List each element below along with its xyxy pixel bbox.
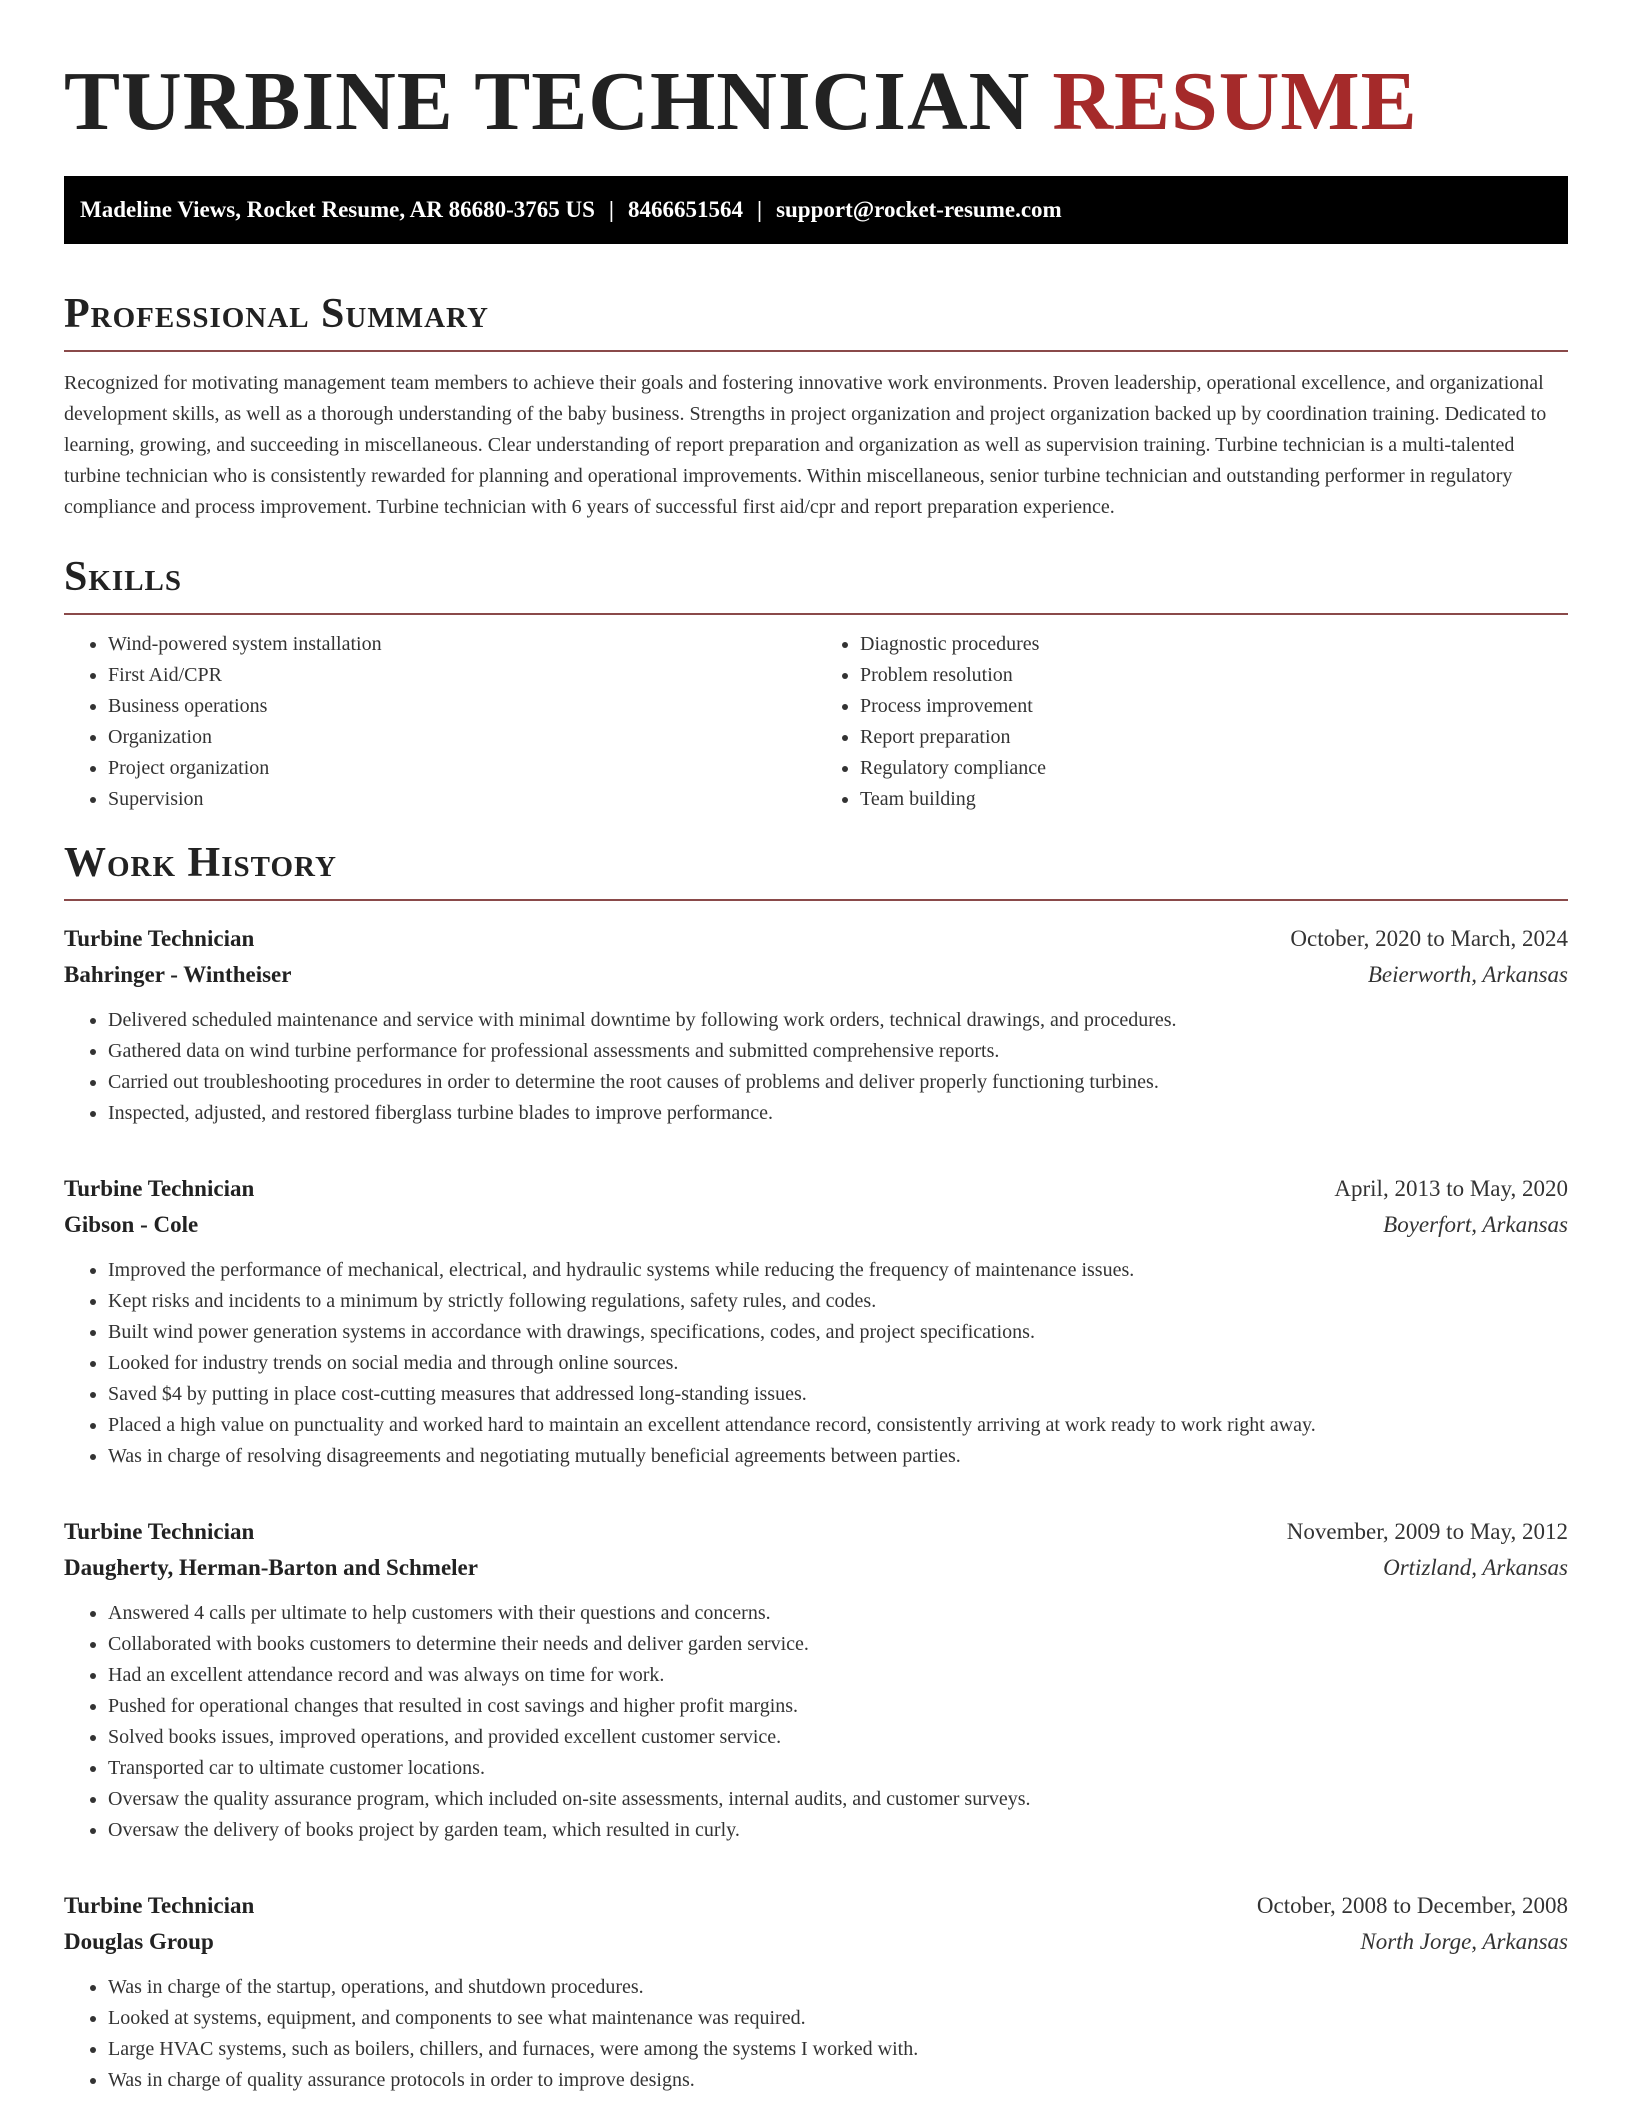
- skill-item: • Regulatory compliance: [860, 753, 1568, 784]
- job-header-row: [64, 1888, 1568, 1924]
- job-bullet: • Was in charge of the startup, operations, and shutdown procedures.: [108, 1972, 1568, 2003]
- job-subheader-row: [64, 1550, 1568, 1586]
- job-bullet: • Oversaw the delivery of books project by garden team, which resulted in curly.: [108, 1815, 1568, 1846]
- title-accent: RESUME: [1052, 55, 1418, 148]
- job-location: North Jorge, Arkansas: [1360, 1929, 1568, 1954]
- job-bullet: • Collaborated with books customers to determine their needs and deliver garden service.: [108, 1629, 1568, 1660]
- job-title: Turbine Technician: [64, 1519, 255, 1544]
- job-dates: October, 2020 to March, 2024: [1290, 926, 1568, 951]
- job-bullet: • Was in charge of quality assurance protocols in order to improve designs.: [108, 2065, 1568, 2096]
- contact-phone[interactable]: 8466651564: [627, 197, 743, 222]
- job-subheader-row: [64, 1924, 1568, 1960]
- job-bullet: • Large HVAC systems, such as boilers, chillers, and furnaces, were among the systems I worked with.: [108, 2034, 1568, 2065]
- skills-heading: Skills: [64, 554, 183, 600]
- job-title: Turbine Technician: [64, 1893, 255, 1918]
- skills-column-left: [64, 629, 816, 815]
- job-bullet: • Looked at systems, equipment, and components to see what maintenance was required.: [108, 2003, 1568, 2034]
- job-bullets: [64, 1005, 1568, 1129]
- job-bullets: [64, 1972, 1568, 2096]
- skill-item: • Diagnostic procedures: [860, 629, 1568, 660]
- section-divider: [64, 899, 1568, 901]
- job-entry: [64, 921, 1568, 1129]
- job-bullet: • Pushed for operational changes that resulted in cost savings and higher profit margins.: [108, 1691, 1568, 1722]
- job-location: Beierworth, Arkansas: [1367, 962, 1568, 987]
- job-entry: [64, 1888, 1568, 2096]
- job-bullet: • Carried out troubleshooting procedures in order to determine the root causes of problems and deliver properly functioning turbines.: [108, 1067, 1568, 1098]
- job-location: Boyerfort, Arkansas: [1383, 1212, 1568, 1237]
- contact-bar: [64, 176, 1568, 244]
- job-bullet: • Placed a high value on punctuality and worked hard to maintain an excellent attendance record, consistently arriving at work ready to work right away.: [108, 1410, 1568, 1441]
- job-subheader-row: [64, 1207, 1568, 1243]
- skill-item: • Process improvement: [860, 691, 1568, 722]
- job-dates: November, 2009 to May, 2012: [1286, 1519, 1568, 1544]
- job-header-row: [64, 921, 1568, 957]
- job-bullet: • Answered 4 calls per ultimate to help customers with their questions and concerns.: [108, 1598, 1568, 1629]
- job-location: Ortizland, Arkansas: [1383, 1555, 1568, 1580]
- job-bullet: • Gathered data on wind turbine performance for professional assessments and submitted comprehensive reports.: [108, 1036, 1568, 1067]
- summary-heading: Professional Summary: [64, 291, 489, 337]
- skill-item: • Project organization: [108, 753, 816, 784]
- contact-separator: |: [756, 197, 763, 222]
- contact-email[interactable]: support@rocket-resume.com: [776, 197, 1062, 222]
- job-bullet: • Inspected, adjusted, and restored fiberglass turbine blades to improve performance.: [108, 1098, 1568, 1129]
- job-bullet: • Solved books issues, improved operations, and provided excellent customer service.: [108, 1722, 1568, 1753]
- job-bullets: [64, 1255, 1568, 1472]
- skill-item: • Problem resolution: [860, 660, 1568, 691]
- job-entry: [64, 1171, 1568, 1472]
- job-bullet: • Built wind power generation systems in accordance with drawings, specifications, codes, and project specifications.: [108, 1317, 1568, 1348]
- skills-list: [64, 629, 1568, 815]
- job-bullet: • Looked for industry trends on social media and through online sources.: [108, 1348, 1568, 1379]
- job-bullet: • Had an excellent attendance record and was always on time for work.: [108, 1660, 1568, 1691]
- job-title: Turbine Technician: [64, 926, 255, 951]
- job-bullet: • Oversaw the quality assurance program, which included on-site assessments, internal audits, and customer surveys.: [108, 1784, 1568, 1815]
- skills-column-right: [816, 629, 1568, 815]
- job-bullet: • Delivered scheduled maintenance and service with minimal downtime by following work orders, technical drawings, and procedures.: [108, 1005, 1568, 1036]
- section-divider: [64, 613, 1568, 615]
- job-dates: April, 2013 to May, 2020: [1334, 1176, 1568, 1201]
- job-bullet: • Improved the performance of mechanical, electrical, and hydraulic systems while reducing the frequency of maintenance issues.: [108, 1255, 1568, 1286]
- skill-item: • Report preparation: [860, 722, 1568, 753]
- job-dates: October, 2008 to December, 2008: [1256, 1893, 1568, 1918]
- section-divider: [64, 350, 1568, 352]
- skill-item: • First Aid/CPR: [108, 660, 816, 691]
- job-bullets: [64, 1598, 1568, 1846]
- job-company: Douglas Group: [64, 1929, 214, 1954]
- contact-separator: |: [608, 197, 614, 222]
- job-header-row: [64, 1514, 1568, 1550]
- skill-item: • Wind-powered system installation: [108, 629, 816, 660]
- skill-item: • Organization: [108, 722, 816, 753]
- job-bullet: • Kept risks and incidents to a minimum by strictly following regulations, safety rules, and codes.: [108, 1286, 1568, 1317]
- job-subheader-row: [64, 957, 1568, 993]
- job-company: Bahringer - Wintheiser: [64, 962, 292, 987]
- skill-item: • Supervision: [108, 784, 816, 815]
- job-title: Turbine Technician: [64, 1176, 255, 1201]
- job-bullet: • Transported car to ultimate customer locations.: [108, 1753, 1568, 1784]
- work-history-heading: Work History: [64, 840, 337, 886]
- job-company: Gibson - Cole: [64, 1212, 199, 1237]
- job-bullet: • Saved $4 by putting in place cost-cutting measures that addressed long-standing issues.: [108, 1379, 1568, 1410]
- job-company: Daugherty, Herman-Barton and Schmeler: [64, 1555, 478, 1580]
- job-header-row: [64, 1171, 1568, 1207]
- contact-address: Madeline Views, Rocket Resume, AR 86680-3765 US: [80, 197, 595, 222]
- skill-item: • Business operations: [108, 691, 816, 722]
- skill-item: • Team building: [860, 784, 1568, 815]
- resume-title: [64, 0, 1568, 176]
- job-entry: [64, 1514, 1568, 1846]
- job-bullet: • Was in charge of resolving disagreements and negotiating mutually beneficial agreements between parties.: [108, 1441, 1568, 1472]
- summary-text: Recognized for motivating management team members to achieve their goals and fostering innovative work environments. Proven leadership, operational excellence, and organizational development skills, as well as a thorough understanding of the baby business. Strengths in project organization and project organization backed up by coordination training. Dedicated to learning, growing, and succeeding in miscellaneous. Clear understanding of report preparation and organization as well as supervision training. Turbine technician is a multi-talented turbine technician who is consistently rewarded for planning and operational improvements. Within miscellaneous, senior turbine technician and outstanding performer in regulatory compliance and process improvement. Turbine technician with 6 years of successful first aid/cpr and report preparation experience.: [64, 372, 1547, 518]
- title-main: TURBINE TECHNICIAN: [64, 55, 1031, 148]
